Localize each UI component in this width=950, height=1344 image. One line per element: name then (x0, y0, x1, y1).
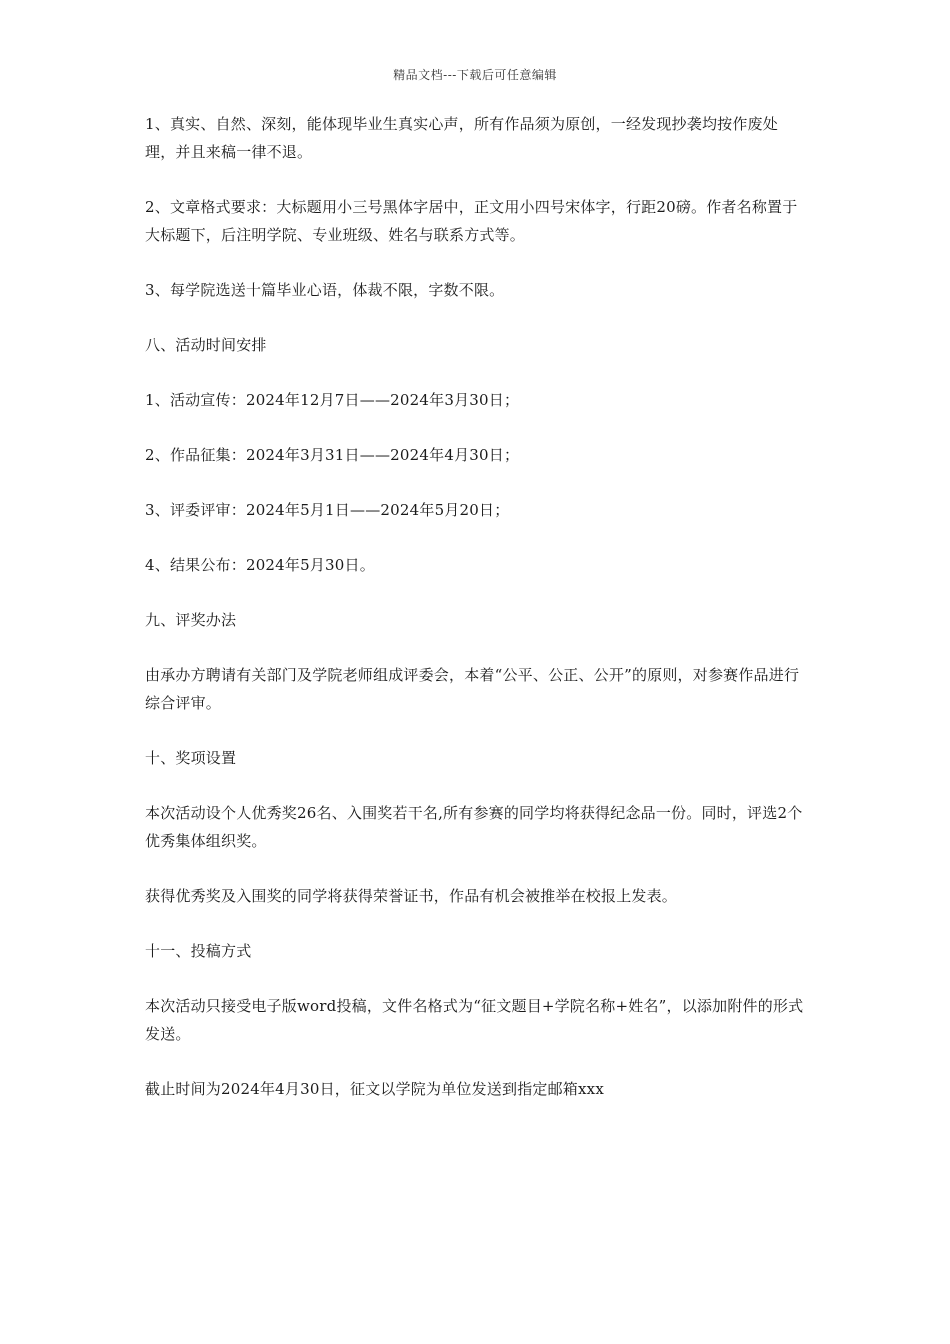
paragraph-award-settings: 本次活动设个人优秀奖26名、入围奖若干名,所有参赛的同学均将获得纪念品一份。同时，评选2个优秀集体组织奖。 (145, 804, 803, 850)
section-heading-submission: 十一、投稿方式 (145, 942, 252, 960)
paragraph-award-benefits: 获得优秀奖及入围奖的同学将获得荣誉证书，作品有机会被推举在校报上发表。 (145, 887, 678, 905)
page-header: 精品文档---下载后可任意编辑 (393, 68, 557, 82)
schedule-item-promotion: 1、活动宣传：2024年12月7日——2024年3月30日； (145, 391, 520, 409)
paragraph-deadline: 截止时间为2024年4月30日，征文以学院为单位发送到指定邮箱xxx (145, 1080, 604, 1098)
document-body (145, 110, 807, 1130)
schedule-item-results: 4、结果公布：2024年5月30日。 (145, 556, 375, 574)
schedule-item-collection: 2、作品征集：2024年3月31日——2024年4月30日； (145, 446, 520, 464)
paragraph-submission-quota: 3、每学院选送十篇毕业心语，体裁不限，字数不限。 (145, 281, 505, 299)
paragraph-submission-method: 本次活动只接受电子版word投稿，文件名格式为“征文题目+学院名称+姓名”，以添加附件的形式发送。 (145, 997, 804, 1043)
section-heading-evaluation: 九、评奖办法 (145, 611, 237, 629)
paragraph-originality-requirement: 1、真实、自然、深刻，能体现毕业生真实心声，所有作品须为原创，一经发现抄袭均按作废处理，并且来稿一律不退。 (145, 115, 778, 161)
section-heading-awards: 十、奖项设置 (145, 749, 237, 767)
paragraph-format-requirement: 2、文章格式要求：大标题用小三号黑体字居中，正文用小四号宋体字，行距20磅。作者名称置于大标题下，后注明学院、专业班级、姓名与联系方式等。 (145, 198, 798, 244)
schedule-item-judging: 3、评委评审：2024年5月1日——2024年5月20日； (145, 501, 510, 519)
paragraph-evaluation-method: 由承办方聘请有关部门及学院老师组成评委会，本着“公平、公正、公开”的原则，对参赛作品进行综合评审。 (145, 666, 800, 712)
section-heading-schedule: 八、活动时间安排 (145, 336, 267, 354)
